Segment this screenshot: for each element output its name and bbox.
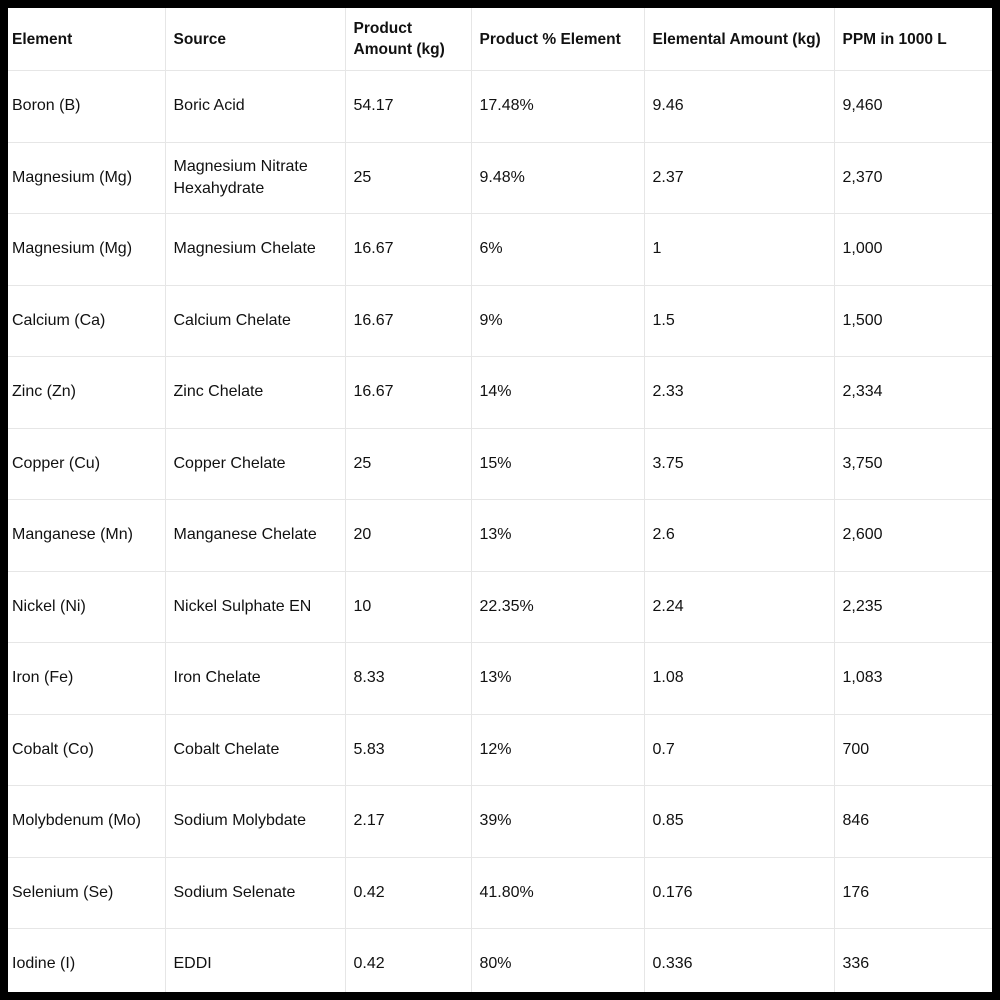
- cell-source: Zinc Chelate: [165, 357, 345, 429]
- cell-product-percent-element: 9.48%: [471, 142, 644, 214]
- cell-source: Sodium Molybdate: [165, 786, 345, 858]
- cell-elemental-amount: 0.85: [644, 786, 834, 858]
- cell-product-amount: 25: [345, 142, 471, 214]
- cell-ppm: 846: [834, 786, 992, 858]
- cell-product-amount: 0.42: [345, 929, 471, 993]
- table-row: [8, 71, 992, 143]
- table-frame: [8, 8, 992, 992]
- header-source: Source: [165, 8, 345, 71]
- cell-ppm: 2,334: [834, 357, 992, 429]
- cell-product-percent-element: 22.35%: [471, 571, 644, 643]
- header-row: [8, 8, 992, 71]
- table-body: [8, 71, 992, 993]
- table-row: [8, 857, 992, 929]
- cell-product-amount: 54.17: [345, 71, 471, 143]
- cell-product-percent-element: 14%: [471, 357, 644, 429]
- table-row: [8, 786, 992, 858]
- cell-element: Iron (Fe): [8, 643, 165, 715]
- cell-ppm: 1,500: [834, 285, 992, 357]
- table-row: [8, 714, 992, 786]
- cell-product-amount: 10: [345, 571, 471, 643]
- cell-product-amount: 2.17: [345, 786, 471, 858]
- header-ppm: PPM in 1000 L: [834, 8, 992, 71]
- table-header: [8, 8, 992, 71]
- cell-source: Copper Chelate: [165, 428, 345, 500]
- cell-element: Boron (B): [8, 71, 165, 143]
- header-product-amount: Product Amount (kg): [345, 8, 471, 71]
- cell-element: Iodine (I): [8, 929, 165, 993]
- cell-product-percent-element: 6%: [471, 214, 644, 286]
- cell-product-amount: 5.83: [345, 714, 471, 786]
- table-row: [8, 571, 992, 643]
- cell-source: Magnesium Chelate: [165, 214, 345, 286]
- cell-element: Selenium (Se): [8, 857, 165, 929]
- cell-product-percent-element: 41.80%: [471, 857, 644, 929]
- cell-elemental-amount: 2.6: [644, 500, 834, 572]
- nutrient-table: [8, 8, 992, 992]
- cell-elemental-amount: 9.46: [644, 71, 834, 143]
- cell-ppm: 2,600: [834, 500, 992, 572]
- cell-element: Manganese (Mn): [8, 500, 165, 572]
- table-row: [8, 285, 992, 357]
- header-element: Element: [8, 8, 165, 71]
- cell-elemental-amount: 2.24: [644, 571, 834, 643]
- cell-ppm: 700: [834, 714, 992, 786]
- cell-ppm: 2,235: [834, 571, 992, 643]
- cell-product-amount: 20: [345, 500, 471, 572]
- cell-source: Manganese Chelate: [165, 500, 345, 572]
- cell-element: Zinc (Zn): [8, 357, 165, 429]
- cell-ppm: 3,750: [834, 428, 992, 500]
- cell-elemental-amount: 2.37: [644, 142, 834, 214]
- table-row: [8, 357, 992, 429]
- cell-product-percent-element: 9%: [471, 285, 644, 357]
- table-row: [8, 214, 992, 286]
- cell-product-percent-element: 13%: [471, 643, 644, 715]
- cell-source: Cobalt Chelate: [165, 714, 345, 786]
- cell-element: Nickel (Ni): [8, 571, 165, 643]
- cell-elemental-amount: 3.75: [644, 428, 834, 500]
- cell-source: Iron Chelate: [165, 643, 345, 715]
- cell-elemental-amount: 0.7: [644, 714, 834, 786]
- cell-ppm: 1,000: [834, 214, 992, 286]
- cell-product-percent-element: 80%: [471, 929, 644, 993]
- cell-element: Magnesium (Mg): [8, 214, 165, 286]
- cell-element: Calcium (Ca): [8, 285, 165, 357]
- cell-element: Copper (Cu): [8, 428, 165, 500]
- cell-product-amount: 16.67: [345, 214, 471, 286]
- cell-ppm: 1,083: [834, 643, 992, 715]
- cell-product-amount: 16.67: [345, 357, 471, 429]
- cell-source: EDDI: [165, 929, 345, 993]
- cell-source: Nickel Sulphate EN: [165, 571, 345, 643]
- table-row: [8, 643, 992, 715]
- cell-product-percent-element: 12%: [471, 714, 644, 786]
- cell-product-percent-element: 39%: [471, 786, 644, 858]
- cell-ppm: 336: [842, 955, 870, 973]
- table-row: [8, 929, 992, 993]
- table-row: [8, 428, 992, 500]
- cell-product-amount: 16.67: [345, 285, 471, 357]
- cell-ppm: 9,460: [834, 71, 992, 143]
- cell-element: Magnesium (Mg): [8, 142, 165, 214]
- table-row: [8, 142, 992, 214]
- cell-ppm: 176: [834, 857, 992, 929]
- header-product-percent-element: Product % Element: [471, 8, 644, 71]
- cell-source: Sodium Selenate: [165, 857, 345, 929]
- cell-elemental-amount: 0.336: [644, 929, 834, 993]
- cell-elemental-amount: 1.08: [644, 643, 834, 715]
- cell-product-percent-element: 13%: [471, 500, 644, 572]
- cell-product-amount: 25: [345, 428, 471, 500]
- cell-elemental-amount: 0.176: [644, 857, 834, 929]
- header-elemental-amount: Elemental Amount (kg): [644, 8, 834, 71]
- cell-source: Magnesium Nitrate Hexahydrate: [165, 142, 345, 214]
- cell-product-amount: 8.33: [345, 643, 471, 715]
- cell-product-percent-element: 17.48%: [471, 71, 644, 143]
- cell-product-amount: 0.42: [345, 857, 471, 929]
- cell-elemental-amount: 1: [644, 214, 834, 286]
- cell-elemental-amount: 2.33: [644, 357, 834, 429]
- cell-element: Molybdenum (Mo): [8, 786, 165, 858]
- cell-elemental-amount: 1.5: [644, 285, 834, 357]
- cell-ppm: 2,370: [834, 142, 992, 214]
- cell-source: Boric Acid: [165, 71, 345, 143]
- cell-element: Cobalt (Co): [8, 714, 165, 786]
- table-row: [8, 500, 992, 572]
- cell-source: Calcium Chelate: [165, 285, 345, 357]
- cell-product-percent-element: 15%: [471, 428, 644, 500]
